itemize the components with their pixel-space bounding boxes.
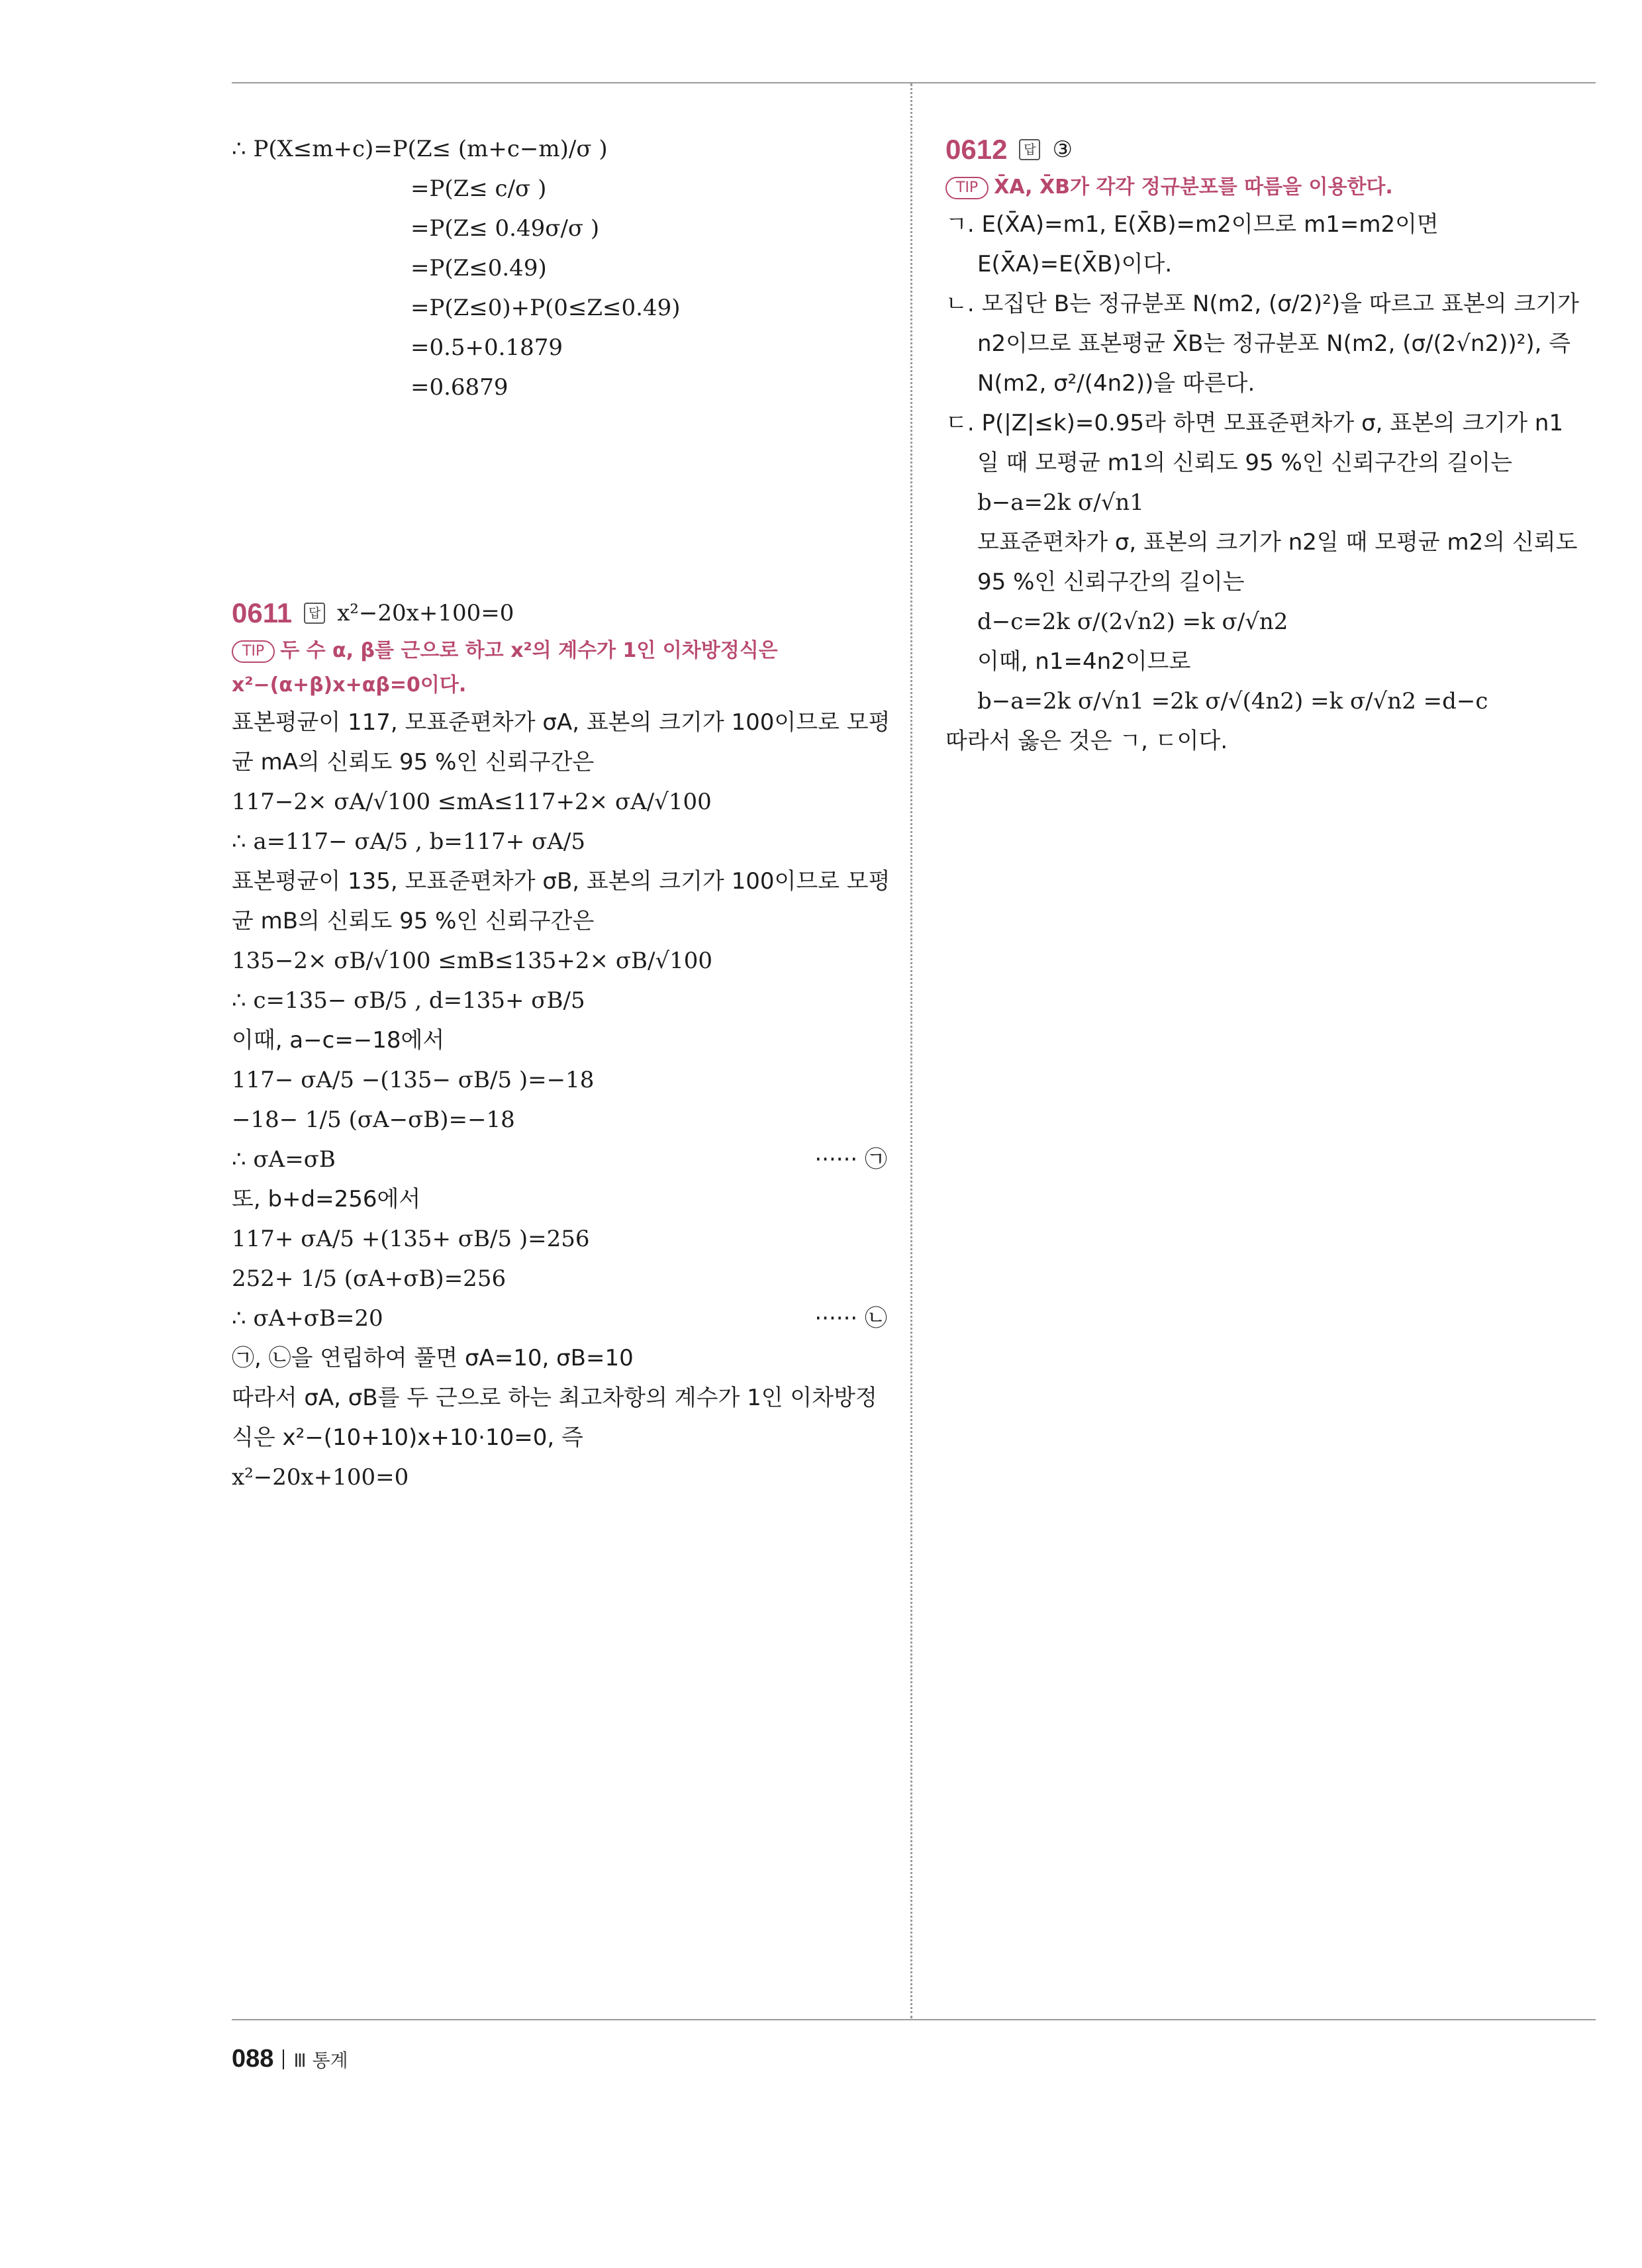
section-label: Ⅲ 통계 bbox=[293, 2049, 348, 2071]
body-line: n2이므로 표본평균 X̄B는 정규분포 N(m2, (σ/(2√n2))²), 즉 bbox=[977, 330, 1571, 357]
footer-separator bbox=[283, 2049, 284, 2069]
math-line: b−a=2k σ/√n1 bbox=[977, 489, 1144, 516]
page-number: 088 bbox=[232, 2045, 274, 2073]
math-line: 252+ 1/5 (σA+σB)=256 bbox=[232, 1265, 507, 1292]
problem-number: 0612 bbox=[945, 134, 1008, 165]
math-line: ∴ c=135− σB/5 , d=135+ σB/5 bbox=[232, 987, 585, 1014]
body-line: ㄷ. P(|Z|≤k)=0.95라 하면 모표준편차가 σ, 표본의 크기가 n1 bbox=[945, 410, 1564, 436]
tip-badge: TIP bbox=[232, 640, 275, 663]
problem-header bbox=[232, 593, 887, 634]
math-line: −18− 1/5 (σA−σB)=−18 bbox=[232, 1107, 515, 1133]
body-line: ㉠, ㉡을 연립하여 풀면 σA=10, σB=10 bbox=[232, 1345, 634, 1371]
column-divider bbox=[910, 83, 912, 2018]
body-line: E(X̄A)=E(X̄B)이다. bbox=[977, 251, 1173, 277]
body-line: 일 때 모평균 m1의 신뢰도 95 %인 신뢰구간의 길이는 bbox=[977, 450, 1512, 476]
body-line: 이때, n1=4n2이므로 bbox=[977, 648, 1191, 675]
tip-line bbox=[232, 634, 887, 668]
blank-space bbox=[232, 407, 887, 593]
body-line: 95 %인 신뢰구간의 길이는 bbox=[977, 569, 1245, 595]
equation: ∴ σA=σB bbox=[232, 1146, 336, 1173]
tip-text: 두 수 α, β를 근으로 하고 x²의 계수가 1인 이차방정식은 bbox=[280, 639, 778, 662]
body-line: ㄱ. E(X̄A)=m1, E(X̄B)=m2이므로 m1=m2이면 bbox=[945, 211, 1439, 238]
body-line: 표본평균이 135, 모표준편차가 σB, 표본의 크기가 100이므로 모평 bbox=[232, 868, 891, 895]
solution-line: ∴ P(X≤m+c)=P(Z≤ (m+c−m)/σ ) bbox=[232, 136, 608, 162]
math-line: d−c=2k σ/(2√n2) =k σ/√n2 bbox=[977, 609, 1288, 635]
tip-text: x²−(α+β)x+αβ=0이다. bbox=[232, 673, 467, 697]
body-line: N(m2, σ²/(4n2))을 따른다. bbox=[977, 370, 1255, 397]
math-line: x²−20x+100=0 bbox=[232, 1464, 409, 1491]
math-line: ∴ a=117− σA/5 , b=117+ σA/5 bbox=[232, 828, 585, 855]
body-line: ㄴ. 모집단 B는 정규분포 N(m2, (σ/2)²)을 따르고 표본의 크기가 bbox=[945, 291, 1579, 317]
problem-0611 bbox=[232, 593, 891, 1497]
answer-text: x²−20x+100=0 bbox=[337, 600, 514, 626]
solution-line: =0.6879 bbox=[410, 374, 508, 401]
body-line: 균 mB의 신뢰도 95 %인 신뢰구간은 bbox=[232, 908, 595, 934]
math-line: b−a=2k σ/√n1 =2k σ/√(4n2) =k σ/√n2 =d−c bbox=[977, 688, 1488, 715]
body-line: 따라서 옳은 것은 ㄱ, ㄷ이다. bbox=[945, 728, 1228, 754]
tip-badge: TIP bbox=[945, 177, 989, 199]
body-line: 모표준편차가 σ, 표본의 크기가 n2일 때 모평균 m2의 신뢰도 bbox=[977, 529, 1578, 556]
solution-line: =0.5+0.1879 bbox=[410, 334, 563, 361]
math-line bbox=[232, 1299, 887, 1338]
body-line: 이때, a−c=−18에서 bbox=[232, 1027, 445, 1054]
body-line: 표본평균이 117, 모표준편차가 σA, 표본의 크기가 100이므로 모평 bbox=[232, 709, 891, 736]
problem-number: 0611 bbox=[232, 597, 293, 628]
answer-icon: 답 bbox=[304, 603, 325, 624]
right-column bbox=[945, 129, 1596, 761]
body-line: 균 mA의 신뢰도 95 %인 신뢰구간은 bbox=[232, 749, 595, 775]
answer-icon: 답 bbox=[1019, 139, 1040, 160]
previous-solution bbox=[232, 129, 887, 407]
bottom-rule bbox=[232, 2019, 1596, 2020]
math-line: 117− σA/5 −(135− σB/5 )=−18 bbox=[232, 1067, 595, 1093]
solution-line: =P(Z≤ c/σ ) bbox=[410, 175, 547, 202]
top-rule bbox=[232, 82, 1596, 83]
tip-line bbox=[945, 170, 1596, 205]
body-line: 또, b+d=256에서 bbox=[232, 1186, 421, 1212]
tip-text: X̄A, X̄B가 각각 정규분포를 따름을 이용한다. bbox=[994, 175, 1393, 199]
left-column bbox=[232, 129, 891, 1497]
answer-text: ③ bbox=[1052, 136, 1073, 163]
body-line: 식은 x²−(10+10)x+10·10=0, 즉 bbox=[232, 1424, 583, 1451]
solution-line: =P(Z≤ 0.49σ/σ ) bbox=[410, 215, 600, 242]
math-line: 117−2× σA/√100 ≤mA≤117+2× σA/√100 bbox=[232, 789, 712, 815]
page-footer bbox=[232, 2045, 348, 2073]
math-line: 117+ σA/5 +(135+ σB/5 )=256 bbox=[232, 1226, 590, 1252]
math-line bbox=[232, 1140, 887, 1179]
equation-mark: ······ ㉡ bbox=[814, 1305, 887, 1332]
solution-line: =P(Z≤0.49) bbox=[410, 255, 547, 281]
math-line: 135−2× σB/√100 ≤mB≤135+2× σB/√100 bbox=[232, 948, 713, 974]
equation-mark: ······ ㉠ bbox=[814, 1146, 887, 1173]
equation: ∴ σA+σB=20 bbox=[232, 1305, 383, 1332]
body-line: 따라서 σA, σB를 두 근으로 하는 최고차항의 계수가 1인 이차방정 bbox=[232, 1385, 877, 1411]
problem-header bbox=[945, 129, 1596, 170]
solution-line: =P(Z≤0)+P(0≤Z≤0.49) bbox=[410, 295, 681, 321]
problem-0612 bbox=[945, 129, 1596, 761]
